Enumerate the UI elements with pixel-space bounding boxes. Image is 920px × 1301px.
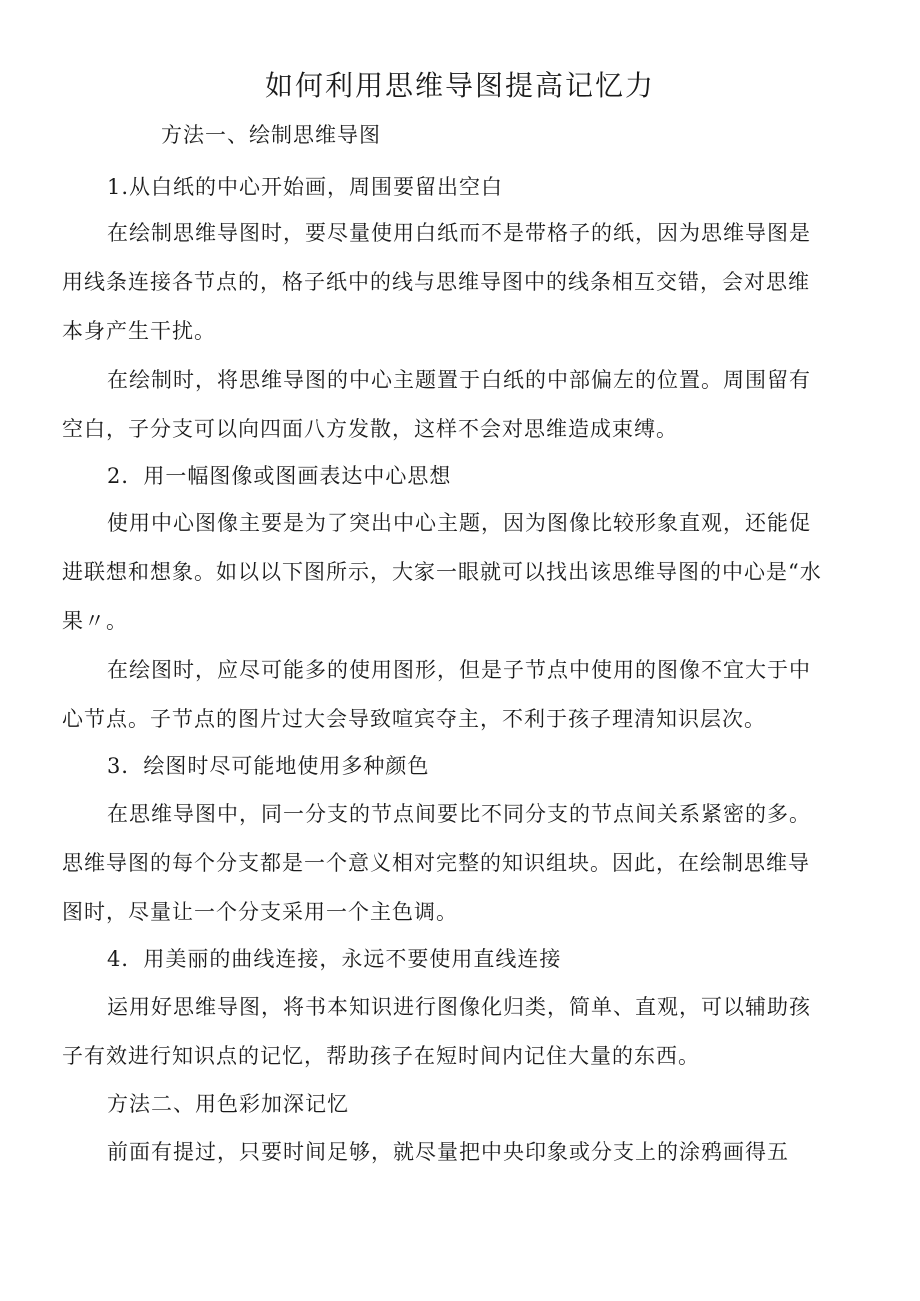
step3-para1-line1: 在思维导图中，同一分支的节点间要比不同分支的节点间关系紧密的多。 <box>107 802 811 826</box>
document-title: 如何利用思维导图提高记忆力 <box>264 69 655 102</box>
step2-para1-line3: 果〃。 <box>62 609 128 633</box>
step4-para1-line2: 子有效进行知识点的记忆，帮助孩子在短时间内记住大量的东西。 <box>62 1044 700 1068</box>
method1-heading: 方法一、绘制思维导图 <box>161 123 381 147</box>
step2-heading: 2．用一幅图像或图画表达中心思想 <box>107 464 452 488</box>
step1-para1-line3: 本身产生干扰。 <box>62 319 216 343</box>
step3-para1-line2: 思维导图的每个分支都是一个意义相对完整的知识组块。因此，在绘制思维导 <box>62 851 810 875</box>
step3-heading: 3．绘图时尽可能地使用多种颜色 <box>107 754 430 778</box>
method2-heading: 方法二、用色彩加深记忆 <box>107 1092 349 1116</box>
step3-para1-line3: 图时，尽量让一个分支采用一个主色调。 <box>62 900 458 924</box>
method2-para1-line1: 前面有提过，只要时间足够，就尽量把中央印象或分支上的涂鸦画得五 <box>107 1140 789 1164</box>
step1-para1-line2: 用线条连接各节点的，格子纸中的线与思维导图中的线条相互交错，会对思维 <box>62 270 810 294</box>
step1-para2-line1: 在绘制时，将思维导图的中心主题置于白纸的中部偏左的位置。周围留有 <box>107 368 811 392</box>
step2-para2-line2: 心节点。子节点的图片过大会导致喧宾夺主，不利于孩子理清知识层次。 <box>62 707 766 731</box>
step1-para1-line1: 在绘制思维导图时，要尽量使用白纸而不是带格子的纸，因为思维导图是 <box>107 221 811 245</box>
step2-para2-line1: 在绘图时，应尽可能多的使用图形，但是子节点中使用的图像不宜大于中 <box>107 658 811 682</box>
step2-para1-line2: 进联想和想象。如以以下图所示，大家一眼就可以找出该思维导图的中心是“水 <box>62 560 822 584</box>
step1-para2-line2: 空白，子分支可以向四面八方发散，这样不会对思维造成束缚。 <box>62 417 678 441</box>
step2-para1-line1: 使用中心图像主要是为了突出中心主题，因为图像比较形象直观，还能促 <box>107 511 811 535</box>
step4-heading: 4．用美丽的曲线连接，永远不要使用直线连接 <box>107 947 562 971</box>
step4-para1-line1: 运用好思维导图，将书本知识进行图像化归类，简单、直观，可以辅助孩 <box>107 995 811 1019</box>
step1-heading: 1.从白纸的中心开始画，周围要留出空白 <box>107 175 504 199</box>
